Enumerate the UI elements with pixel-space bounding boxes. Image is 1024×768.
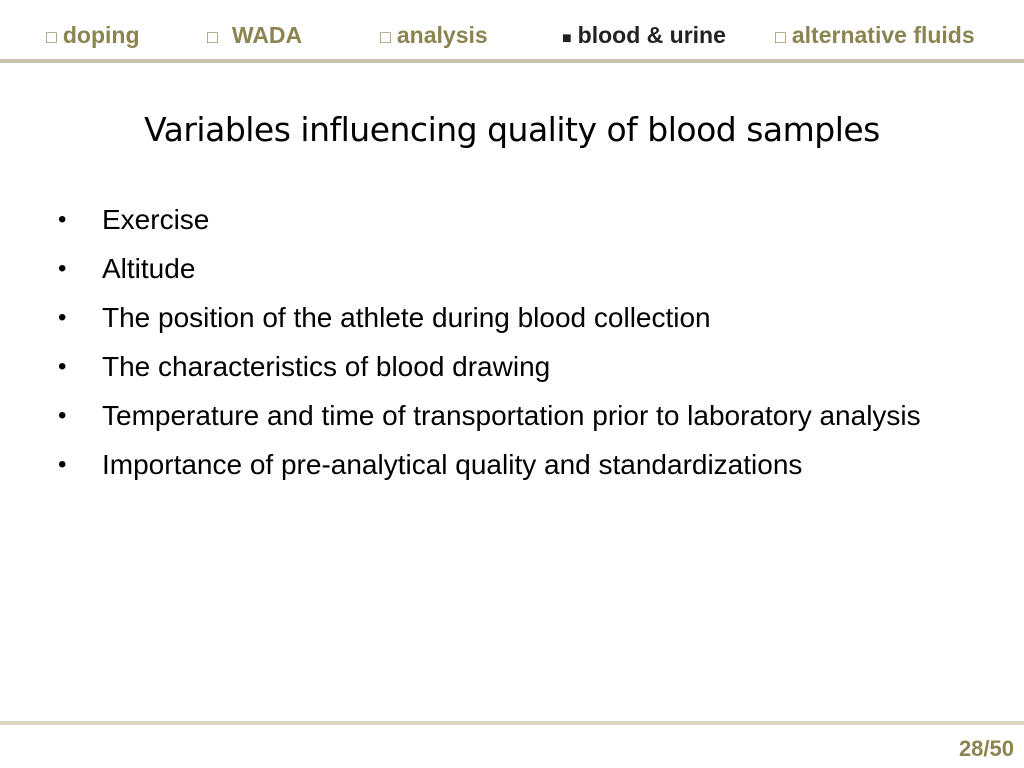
empty-square-icon: □ — [46, 27, 57, 47]
slide-title: Variables influencing quality of blood samples — [144, 110, 880, 149]
bullet-icon: • — [58, 304, 67, 331]
nav-item-label: analysis — [396, 22, 488, 48]
list-item-text: The position of the athlete during blood collection — [102, 302, 711, 333]
list-item — [58, 444, 988, 485]
nav-item-alternative-fluids[interactable] — [775, 20, 975, 52]
nav-item-wada[interactable] — [207, 20, 302, 52]
empty-square-icon: □ — [207, 27, 218, 47]
list-item-text: The characteristics of blood drawing — [102, 351, 551, 382]
list-item — [58, 346, 988, 387]
nav-item-analysis[interactable] — [380, 20, 488, 52]
bullet-icon: • — [58, 353, 67, 380]
nav-item-label: WADA — [231, 22, 303, 48]
list-item — [58, 297, 988, 338]
nav-item-label: blood & urine — [577, 22, 726, 48]
bullet-icon: • — [58, 402, 67, 429]
page-number: 28/50 — [958, 736, 1014, 761]
empty-square-icon: □ — [775, 27, 786, 47]
bullet-list — [58, 199, 988, 493]
filled-square-icon: ■ — [562, 30, 572, 47]
footer-divider — [0, 721, 1024, 725]
nav-item-label: doping — [62, 22, 140, 48]
header-divider — [0, 59, 1024, 63]
list-item-text: Importance of pre-analytical quality and standardizations — [102, 449, 803, 480]
list-item — [58, 395, 988, 436]
bullet-icon: • — [58, 206, 67, 233]
list-item-text: Altitude — [102, 253, 196, 284]
nav-item-blood-urine[interactable] — [562, 20, 726, 54]
list-item-text: Temperature and time of transportation prior to laboratory analysis — [102, 400, 921, 431]
bullet-icon: • — [58, 451, 67, 478]
top-navigation — [0, 0, 1024, 60]
empty-square-icon: □ — [380, 27, 391, 47]
bullet-icon: • — [58, 255, 67, 282]
list-item-text: Exercise — [102, 204, 210, 235]
nav-item-doping[interactable] — [46, 20, 140, 52]
nav-item-label: alternative fluids — [791, 22, 975, 48]
list-item — [58, 248, 988, 289]
list-item — [58, 199, 988, 240]
